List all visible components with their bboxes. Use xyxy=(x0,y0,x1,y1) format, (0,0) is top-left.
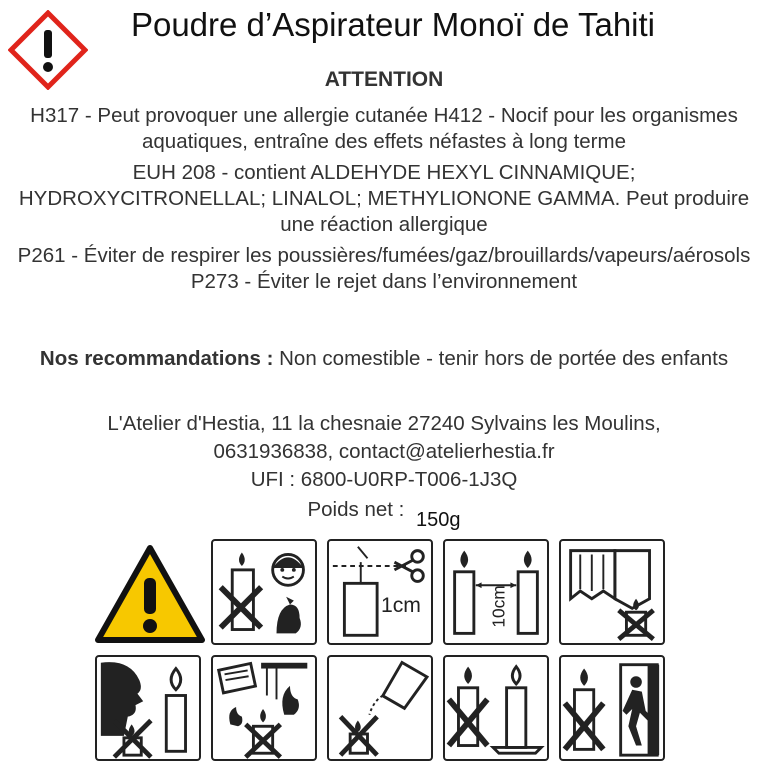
candle-exit-person-icon xyxy=(561,657,663,759)
net-weight xyxy=(14,497,754,531)
candle-spacing-label: 10cm xyxy=(488,585,509,628)
flammable-objects-candle-icon xyxy=(213,657,315,759)
candle-spacing-icon xyxy=(445,541,547,643)
candle-spacing-pictogram xyxy=(443,539,549,645)
no-water-on-candle-pictogram xyxy=(327,655,433,761)
ufi-code: UFI : 6800-U0RP-T006-1J3Q xyxy=(250,468,518,491)
recommendations xyxy=(14,346,754,372)
candle-on-stable-surface-pictogram xyxy=(443,655,549,761)
candle-stable-surface-icon xyxy=(445,657,547,759)
euh-statement: EUH 208 - contient ALDEHYDE HEXYL CINNAMIQUE; HYDROXYCITRONELLAL; LINALOL; METHYLIONONE GAMMA. Peut produire une réaction allergique xyxy=(18,161,750,236)
recommendations-label: Nos recommandations : xyxy=(39,347,274,370)
precautionary-statements: P261 - Éviter de respirer les poussières/fumées/gaz/brouillards/vapeurs/aérosols P273 - Éviter le rejet dans l’environnement xyxy=(17,244,751,293)
hazard-statements: H317 - Peut provoquer une allergie cutanée H412 - Nocif pour les organismes aquatiques, entraîne des effets néfastes à long terme xyxy=(30,104,738,153)
trim-wick-pictogram xyxy=(327,539,433,645)
do-not-blow-candle-pictogram xyxy=(95,655,201,761)
child-pet-candle-icon xyxy=(213,541,315,643)
net-weight-value: 150g xyxy=(416,509,461,531)
no-flammable-objects-pictogram xyxy=(211,655,317,761)
no-candle-near-curtains-pictogram xyxy=(559,539,665,645)
company-address: L'Atelier d'Hestia, 11 la chesnaie 27240 Sylvains les Moulins, xyxy=(107,412,661,435)
scissors-wick-icon xyxy=(329,541,431,643)
keep-away-children-animals-pictogram xyxy=(211,539,317,645)
product-title: Poudre d’Aspirateur Monoï de Tahiti xyxy=(130,6,656,43)
warning-triangle-icon xyxy=(94,544,206,644)
face-blowing-candle-icon xyxy=(97,657,199,759)
warning-triangle-pictogram xyxy=(94,544,206,644)
never-leave-candle-unattended-pictogram xyxy=(559,655,665,761)
pouring-water-candle-icon xyxy=(329,657,431,759)
wick-trim-label: 1cm xyxy=(380,594,421,618)
curtain-candle-icon xyxy=(561,541,663,643)
net-weight-label: Poids net : xyxy=(307,498,411,521)
signal-word: ATTENTION xyxy=(324,68,444,91)
company-contact: 0631936838, contact@atelierhestia.fr xyxy=(213,440,555,463)
recommendations-text: Non comestible - tenir hors de portée des enfants xyxy=(273,347,729,370)
